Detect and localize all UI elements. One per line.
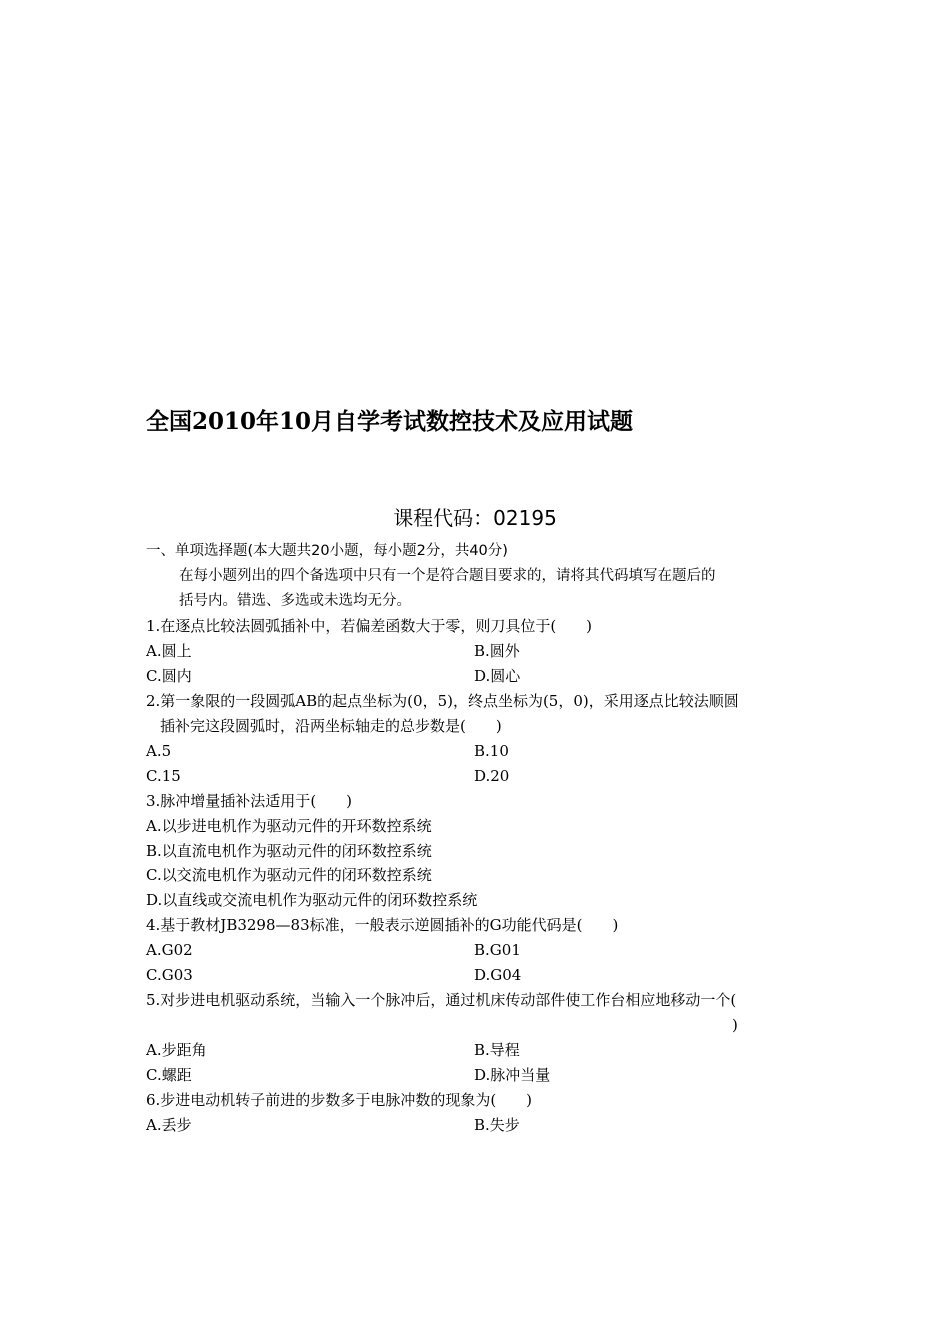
question-5-option-b: B.导程 (474, 1041, 520, 1059)
question-5-option-a: A.步距角 (146, 1041, 207, 1059)
question-5-stem-line-1: 5.对步进电机驱动系统，当输入一个脉冲后，通过机床传动部件使工作台相应地移动一个( (146, 991, 737, 1009)
question-2-option-a: A.5 (146, 742, 172, 760)
course-code (0, 502, 950, 531)
question-4-stem: 4.基于教材JB3298—83标准，一般表示逆圆插补的G功能代码是( ) (146, 916, 619, 934)
section-heading: 一、单项选择题(本大题共20小题，每小题2分，共40分) (146, 543, 508, 559)
question-2-option-c: C.15 (146, 767, 181, 785)
question-3-option-b: B.以直流电机作为驱动元件的闭环数控系统 (146, 842, 432, 860)
question-1-option-a: A.圆上 (146, 642, 192, 660)
question-3-stem: 3.脉冲增量插补法适用于( ) (146, 792, 353, 810)
question-1-option-c: C.圆内 (146, 667, 192, 685)
question-5-option-c: C.螺距 (146, 1066, 192, 1084)
section-instruction-line-2: 括号内。错选、多选或未选均无分。 (179, 593, 411, 609)
question-1-stem: 1.在逐点比较法圆弧插补中，若偏差函数大于零，则刀具位于( ) (146, 617, 593, 635)
question-2-stem-line-1: 2.第一象限的一段圆弧AB的起点坐标为(0，5)，终点坐标为(5，0)，采用逐点比较法顺圆 (146, 692, 739, 710)
course-code-text: 课程代码：02195 (393, 506, 557, 530)
question-2-option-b: B.10 (474, 742, 509, 760)
question-4-option-b: B.G01 (474, 941, 521, 959)
question-5-stem-line-2: ) (732, 1016, 738, 1034)
question-2-option-d: D.20 (474, 767, 510, 785)
question-6-option-b: B.失步 (474, 1116, 520, 1134)
question-6-option-a: A.丢步 (146, 1116, 192, 1134)
exam-title: 全国2010年10月自学考试数控技术及应用试题 (146, 408, 634, 435)
question-3-option-a: A.以步进电机作为驱动元件的开环数控系统 (146, 817, 432, 835)
question-4-option-d: D.G04 (474, 966, 522, 984)
question-3-option-d: D.以直线或交流电机作为驱动元件的闭环数控系统 (146, 891, 478, 909)
question-6-stem: 6.步进电动机转子前进的步数多于电脉冲数的现象为( ) (146, 1091, 533, 1109)
question-2-stem-line-2: 插补完这段圆弧时，沿两坐标轴走的总步数是( ) (160, 717, 502, 735)
question-4-option-c: C.G03 (146, 966, 193, 984)
question-3-option-c: C.以交流电机作为驱动元件的闭环数控系统 (146, 866, 432, 884)
question-1-option-b: B.圆外 (474, 642, 520, 660)
question-5-option-d: D.脉冲当量 (474, 1066, 551, 1084)
question-4-option-a: A.G02 (146, 941, 193, 959)
section-instruction-line-1: 在每小题列出的四个备选项中只有一个是符合题目要求的，请将其代码填写在题后的 (179, 568, 716, 584)
question-1-option-d: D.圆心 (474, 667, 521, 685)
